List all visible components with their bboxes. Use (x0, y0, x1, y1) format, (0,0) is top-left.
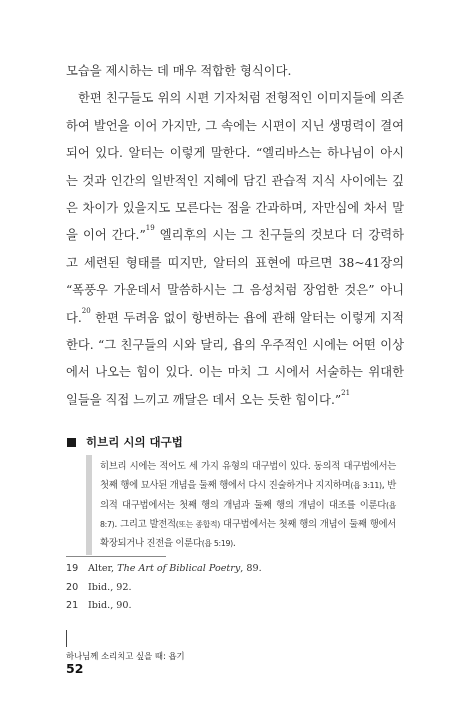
sidebar-title (66, 434, 396, 450)
paragraph-2-part-c: 한편 두려움 없이 항변하는 욥에 관해 알터는 이렇게 지적한다. “그 친구들의 시와 달리, 욥의 우주적인 시에는 어떤 이상에서 나오는 힘이 있다. 이는 마치 그 시에서 서술하는 위대한 일들을 직접 느끼고 깨달은 데서 오는 듯한 힘이다.” (66, 310, 404, 407)
scripture-ref-job-3-11: (욥 3:11) (350, 481, 382, 491)
footnote-ref-19[interactable]: 19 (145, 224, 155, 233)
running-head: 하나님께 소리치고 싶을 때: 욥기 (66, 651, 185, 661)
footnote-text: Ibid., 90. (88, 600, 132, 611)
footnote-number: 20 (66, 581, 79, 593)
footnote-21 (66, 597, 262, 616)
square-bullet-icon (67, 438, 76, 447)
footnote-20 (66, 579, 262, 598)
sidebar-title-text: 히브리 시의 대구법 (86, 435, 183, 449)
footnote-number: 19 (66, 563, 79, 574)
footnote-ref-21[interactable]: 21 (341, 388, 351, 397)
scripture-ref-job-5-19: (욥 5:19) (201, 539, 233, 549)
footnote-divider (66, 556, 166, 557)
footnote-text: Ibid., 92. (88, 581, 132, 593)
paragraph-1: 모습을 제시하는 데 매우 적합한 형식이다. (66, 64, 292, 78)
sidebar-text-2: , 반의적 대구법에서는 첫째 행의 개념과 둘째 행의 개념이 대조를 이룬다 (100, 480, 396, 511)
page-number: 52 (66, 661, 84, 676)
sidebar-content (86, 455, 396, 555)
footnote-19 (66, 560, 262, 579)
sidebar-text-5: . (232, 538, 236, 550)
body-text (66, 58, 404, 414)
paragraph-2-part-b: 엘리후의 시는 그 친구들의 것보다 더 강력하고 세련된 형태를 띠지만, 알터의 표현에 따르면 38~41장의 “폭풍우 가운데서 말씀하시는 그 음성처럼 장엄한 것은” 아니다. (66, 228, 404, 325)
sidebar-text-3: . 그리고 발전적 (114, 518, 176, 530)
footnote-book-title: The Art of Biblical Poetry (117, 563, 241, 574)
sidebar-note-synthetic: (또는 종합적) (175, 519, 220, 529)
paragraph-2-part-a: 한편 친구들도 위의 시편 기자처럼 전형적인 이미지들에 의존하여 발언을 이어 가지만, 그 속에는 시편이 지닌 생명력이 결여되어 있다. 알터는 이렇게 말한다. “엘리바스는 하나님이 아시는 것과 인간의 일반적인 지혜에 담긴 관습적 지식 사이에는 깊은 차이가 있을지도 모른다는 점을 간과하며, 자만심에 차서 말을 이어 간다.” (66, 91, 404, 243)
paragraph-2 (66, 85, 404, 414)
footnote-text: Alter, (88, 563, 118, 574)
sidebar-box-parallelism (66, 434, 396, 555)
footnote-number: 21 (66, 600, 79, 611)
footnote-ref-20[interactable]: 20 (81, 306, 91, 315)
folio-bar (66, 630, 67, 647)
sidebar-text-1: 히브리 시에는 적어도 세 가지 유형의 대구법이 있다. 동의적 대구법에서는 첫째 행에 묘사된 개념을 둘째 행에서 다시 진술하거나 지지하며 (100, 461, 396, 492)
sidebar-text-4: 대구법에서는 첫째 행의 개념이 둘째 행에서 확장되거나 진전을 이룬다 (100, 518, 396, 550)
footnotes (66, 560, 262, 616)
scripture-ref-job-8-7: (욥 8:7) (100, 500, 396, 529)
footnote-text-end: , 89. (240, 563, 262, 574)
